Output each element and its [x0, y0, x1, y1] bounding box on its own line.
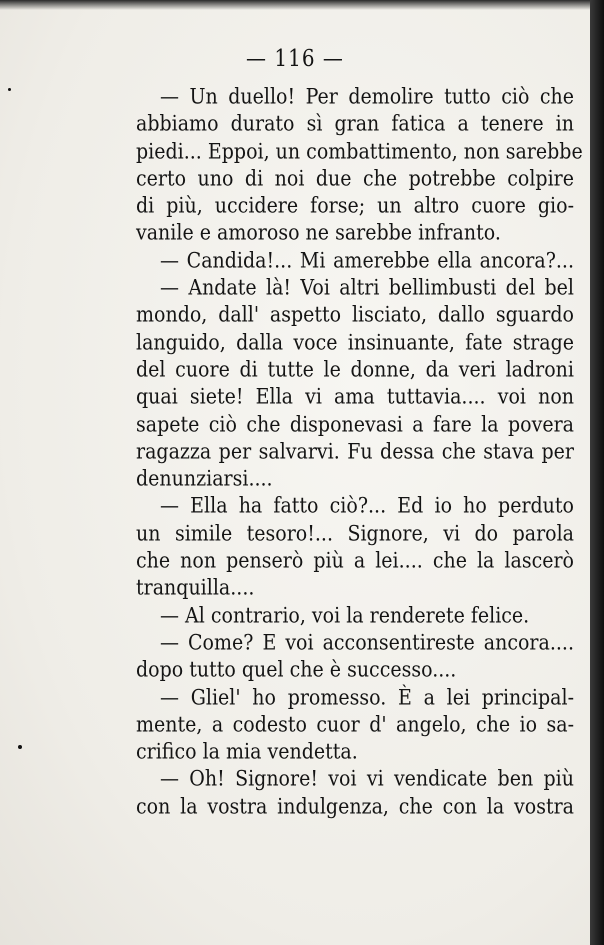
text-line: denunziarsi.... [136, 466, 273, 492]
text-line: mente, a codesto cuor d' angelo, che io sa- [136, 712, 574, 738]
text-line: — Oh! Signore! voi vi vendicate ben più [160, 767, 574, 792]
text-line: abbiamo durato sì gran fatica a tenere in [136, 111, 574, 137]
text-line: — Un duello! Per demolire tutto ciò che [160, 84, 574, 110]
text-line: dopo tutto quel che è successo.... [136, 657, 457, 683]
text-line: crifico la mia vendetta. [136, 739, 358, 765]
text-line: — Candida!... Mi amerebbe ella ancora?... [160, 248, 574, 274]
text-line: vanile e amoroso ne sarebbe infranto. [136, 221, 501, 246]
ink-speck [8, 88, 11, 91]
text-line: ragazza per salvarvi. Fu dessa che stava per [136, 439, 574, 465]
text-line: — Come? E voi acconsentireste ancora.... [160, 630, 574, 656]
text-line: piedi... Eppoi, un combattimento, non sarebbe [136, 139, 583, 164]
text-line: certo uno di noi due che potrebbe colpire [136, 166, 574, 192]
page-edge-shadow [590, 0, 604, 945]
text-line: mondo, dall' aspetto lisciato, dallo sguardo [136, 302, 574, 328]
page-text [136, 84, 583, 821]
text-line: del cuore di tutte le donne, da veri ladroni [136, 357, 574, 383]
text-line: tranquilla.... [136, 575, 255, 601]
text-line: un simile tesoro!... Signore, vi do parola [136, 521, 574, 546]
text-line: languido, dalla voce insinuante, fate strage [136, 330, 574, 355]
ink-speck [18, 745, 22, 749]
text-line: — Andate là! Voi altri bellimbusti del bel [160, 275, 574, 301]
text-line: — Ella ha fatto ciò?... Ed io ho perduto [160, 494, 574, 519]
text-line: sapete ciò che disponevasi a fare la povera [136, 412, 574, 437]
text-line: quai siete! Ella vi ama tuttavia.... voi non [136, 384, 574, 410]
page-top-shadow [0, 0, 604, 10]
text-line: che non penserò più a lei.... che la lascerò [136, 548, 574, 574]
text-line: con la vostra indulgenza, che con la vostra [136, 794, 574, 819]
text-line: — Gliel' ho promesso. È a lei principal- [160, 685, 574, 710]
text-line: — Al contrario, voi la renderete felice. [160, 603, 530, 628]
page-number: — 116 — [246, 44, 344, 72]
text-line: di più, uccidere forse; un altro cuore gio- [136, 193, 574, 219]
